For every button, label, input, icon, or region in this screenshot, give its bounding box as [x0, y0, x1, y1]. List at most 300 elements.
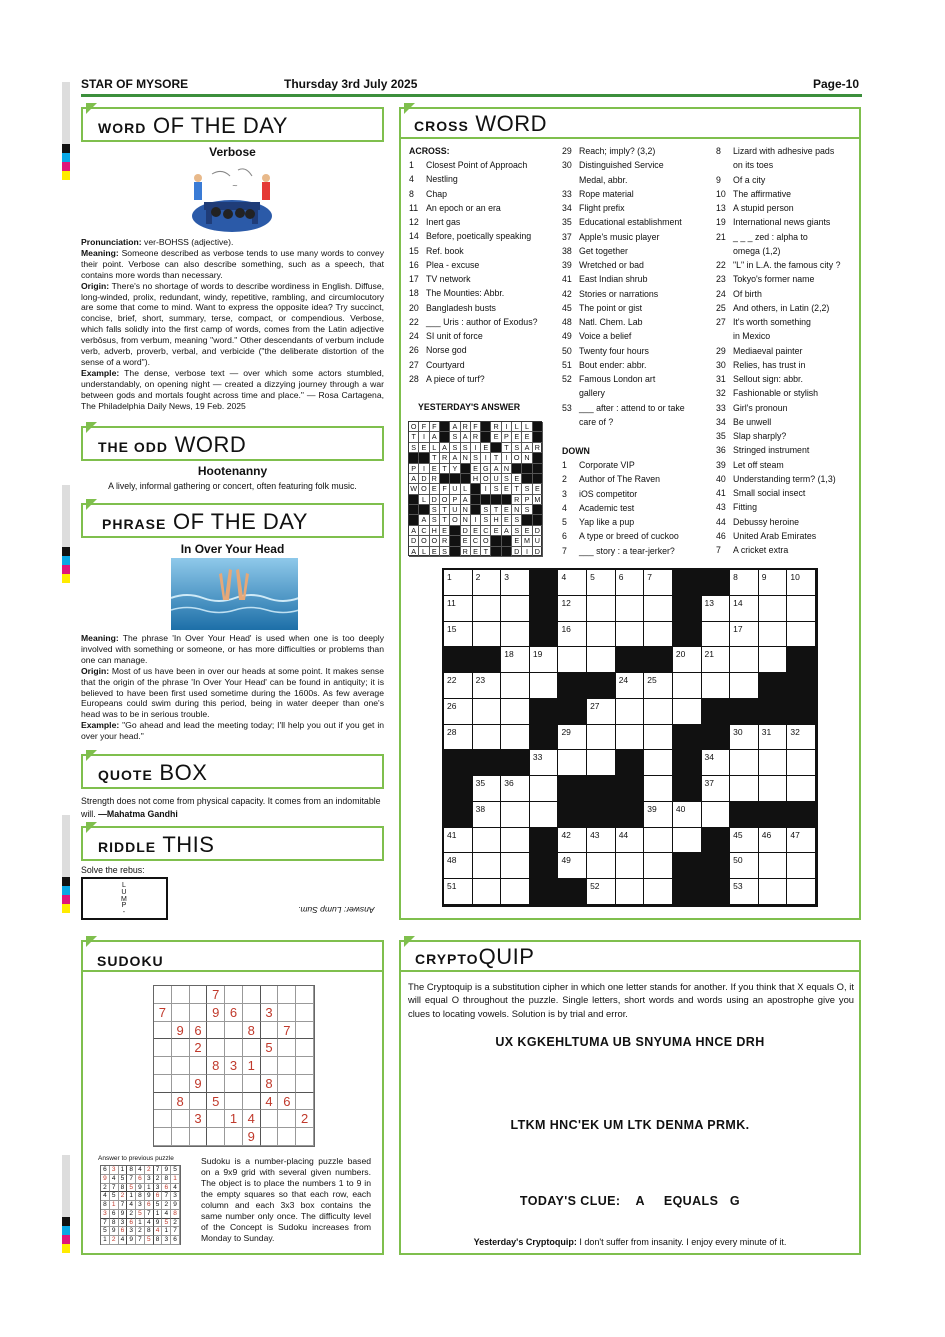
crossword-cell[interactable]	[616, 879, 645, 905]
crossword-cell[interactable]	[473, 879, 502, 905]
sudoku-cell[interactable]: 2	[190, 1039, 208, 1057]
crossword-cell[interactable]: 24	[616, 673, 645, 699]
yesterday-cell: U	[450, 484, 460, 494]
crossword-cell[interactable]	[473, 853, 502, 879]
crossword-cell[interactable]	[730, 776, 759, 802]
crossword-cell[interactable]: 20	[673, 647, 702, 673]
crossword-cell[interactable]: 50	[730, 853, 759, 879]
yesterday-cell: I	[419, 432, 429, 442]
sudoku-cell[interactable]	[207, 1075, 225, 1093]
sudoku-cell[interactable]: 6	[225, 1004, 243, 1022]
sudoku-cell[interactable]	[190, 986, 208, 1004]
crossword-cell[interactable]	[473, 828, 502, 854]
sudoku-cell[interactable]	[172, 1075, 190, 1093]
sudoku-answer-cell: 8	[171, 1210, 180, 1219]
sudoku-cell[interactable]	[172, 1039, 190, 1057]
crossword-cell[interactable]: 17	[730, 622, 759, 648]
crossword-cell[interactable]	[644, 879, 673, 905]
crossword-cell[interactable]	[616, 699, 645, 725]
sudoku-answer-cell: 2	[119, 1192, 128, 1201]
meaning-text: Someone described as verbose tends to use many words to convey their point. Verbose can also describe something, such as a speech, that contains more words than necessary.	[81, 247, 384, 280]
sudoku-cell[interactable]	[154, 1093, 172, 1111]
crossword-cell[interactable]	[787, 853, 816, 879]
clue-item	[562, 358, 685, 372]
sudoku-cell[interactable]	[278, 986, 296, 1004]
sudoku-cell[interactable]	[243, 1093, 261, 1111]
phrase-origin-label: Origin:	[81, 665, 110, 676]
sudoku-cell[interactable]	[278, 1075, 296, 1093]
yesterday-cell: S	[430, 505, 440, 515]
yesterday-cell: C	[471, 536, 481, 546]
crossword-cell[interactable]	[473, 725, 502, 751]
sudoku-cell[interactable]	[154, 1075, 172, 1093]
yesterday-cell: D	[419, 474, 429, 484]
crossword-cell[interactable]: 42	[558, 828, 587, 854]
crossword-cell[interactable]	[644, 622, 673, 648]
crossword-cell[interactable]: 1	[444, 570, 473, 596]
sudoku-cell[interactable]	[225, 1128, 243, 1146]
yesterday-cell: N	[461, 453, 471, 463]
yesterday-cell: R	[491, 422, 501, 432]
crossword-black-cell	[616, 750, 645, 776]
clue-number: 46	[716, 530, 726, 541]
crossword-cell[interactable]	[616, 622, 645, 648]
crossword-cell[interactable]: 28	[444, 725, 473, 751]
crossword-cell[interactable]: 9	[759, 570, 788, 596]
sudoku-answer-cell: 5	[154, 1201, 163, 1210]
sudoku-cell[interactable]	[296, 1128, 314, 1146]
clue-item	[716, 215, 840, 229]
yesterday-cell: E	[512, 474, 522, 484]
crossword-cell[interactable]: 21	[702, 647, 731, 673]
crossword-cell[interactable]	[787, 622, 816, 648]
sudoku-cell[interactable]	[278, 1057, 296, 1075]
crossword-cell[interactable]: 35	[473, 776, 502, 802]
sudoku-cell[interactable]	[154, 1039, 172, 1057]
clue-item	[409, 244, 538, 258]
crossword-cell[interactable]: 8	[730, 570, 759, 596]
crossword-cell[interactable]	[473, 596, 502, 622]
sudoku-cell[interactable]: 9	[190, 1075, 208, 1093]
sudoku-cell[interactable]	[261, 1022, 279, 1040]
sudoku-answer-cell: 7	[127, 1175, 136, 1184]
crossword-cell[interactable]: 41	[444, 828, 473, 854]
crossword-cell[interactable]	[473, 622, 502, 648]
crossword-cell[interactable]: 46	[759, 828, 788, 854]
sudoku-cell[interactable]	[154, 1110, 172, 1128]
sudoku-cell[interactable]	[172, 1110, 190, 1128]
crossword-cell[interactable]: 47	[787, 828, 816, 854]
sudoku-cell[interactable]	[296, 1004, 314, 1022]
clue-text: _ _ _ zed : alpha to	[733, 231, 808, 242]
yesterday-cell: E	[522, 526, 532, 536]
yesterday-cell: O	[430, 536, 440, 546]
sudoku-cell[interactable]	[278, 1110, 296, 1128]
sudoku-cell[interactable]	[261, 1128, 279, 1146]
sudoku-cell[interactable]: 8	[172, 1093, 190, 1111]
crossword-cell[interactable]: 30	[730, 725, 759, 751]
clue-text: Before, poetically speaking	[426, 231, 532, 242]
phrase-text: In Over Your Head	[180, 542, 285, 556]
yesterday-cell	[450, 547, 460, 557]
sudoku-cell[interactable]: 3	[261, 1004, 279, 1022]
crossword-cell[interactable]	[501, 699, 530, 725]
sudoku-cell[interactable]	[225, 1022, 243, 1040]
sudoku-answer-cell: 4	[119, 1236, 128, 1245]
sudoku-cell[interactable]	[190, 1057, 208, 1075]
sudoku-cell[interactable]: 5	[261, 1039, 279, 1057]
sudoku-cell[interactable]	[190, 1093, 208, 1111]
sudoku-cell[interactable]	[154, 1022, 172, 1040]
sudoku-cell[interactable]: 4	[261, 1093, 279, 1111]
yesterday-cell: M	[522, 536, 532, 546]
crossword-cell[interactable]	[787, 750, 816, 776]
crossword-black-cell	[730, 802, 759, 828]
word-of-day-text	[81, 237, 384, 412]
crossword-cell[interactable]	[501, 828, 530, 854]
clue-item	[409, 301, 538, 315]
crossword-cell[interactable]	[616, 853, 645, 879]
crossword-cell[interactable]: 14	[730, 596, 759, 622]
sudoku-cell[interactable]	[225, 1093, 243, 1111]
crossword-cell[interactable]: 31	[759, 725, 788, 751]
sudoku-cell[interactable]: 9	[207, 1004, 225, 1022]
yesterday-cell: I	[481, 484, 491, 494]
sudoku-cell[interactable]: 8	[243, 1022, 261, 1040]
sudoku-cell[interactable]	[225, 986, 243, 1004]
crossword-cell[interactable]	[501, 879, 530, 905]
crossword-cell[interactable]	[587, 596, 616, 622]
crossword-cell[interactable]: 16	[558, 622, 587, 648]
crossword-cell[interactable]: 33	[530, 750, 559, 776]
sudoku-answer-cell: 7	[145, 1210, 154, 1219]
crossword-cell[interactable]: 44	[616, 828, 645, 854]
crossword-cell[interactable]	[759, 879, 788, 905]
yesterday-cell: E	[430, 484, 440, 494]
sudoku-cell[interactable]	[243, 986, 261, 1004]
crossword-cell[interactable]	[644, 776, 673, 802]
crossword-cell[interactable]	[730, 647, 759, 673]
clue-number: 32	[716, 388, 726, 399]
crossword-cell[interactable]	[587, 647, 616, 673]
sudoku-answer-cell: 9	[145, 1192, 154, 1201]
clue-text: Of birth	[733, 288, 762, 299]
sudoku-cell[interactable]: 6	[278, 1093, 296, 1111]
sudoku-cell[interactable]	[278, 1039, 296, 1057]
crossword-cell[interactable]	[587, 853, 616, 879]
crossword-black-cell	[702, 699, 731, 725]
crossword-cell[interactable]	[644, 828, 673, 854]
sudoku-cell[interactable]	[296, 1022, 314, 1040]
yesterday-cell: O	[409, 422, 419, 432]
sudoku-answer-cell: 4	[171, 1184, 180, 1193]
sudoku-cell[interactable]	[243, 1075, 261, 1093]
sudoku-cell[interactable]: 5	[207, 1093, 225, 1111]
crossword-cell[interactable]	[673, 828, 702, 854]
sudoku-cell[interactable]	[261, 1057, 279, 1075]
yesterday-cell: S	[481, 505, 491, 515]
sudoku-cell[interactable]: 8	[261, 1075, 279, 1093]
sudoku-answer-cell: 7	[136, 1236, 145, 1245]
sudoku-cell[interactable]: 3	[190, 1110, 208, 1128]
crossword-cell[interactable]	[501, 622, 530, 648]
crossword-cell[interactable]: 18	[501, 647, 530, 673]
corner-tab-icon	[86, 422, 97, 433]
sudoku-cell[interactable]: 4	[243, 1110, 261, 1128]
crossword-cell[interactable]	[787, 776, 816, 802]
crossword-cell[interactable]	[644, 596, 673, 622]
crossword-cell[interactable]: 12	[558, 596, 587, 622]
crossword-cell[interactable]: 23	[473, 673, 502, 699]
crossword-cell[interactable]	[787, 596, 816, 622]
crossword-cell[interactable]	[702, 802, 731, 828]
crossword-cell[interactable]	[587, 622, 616, 648]
crossword-cell[interactable]	[501, 853, 530, 879]
crossword-cell[interactable]: 43	[587, 828, 616, 854]
sudoku-cell[interactable]	[207, 1110, 225, 1128]
crossword-cell[interactable]	[759, 647, 788, 673]
clue-text: Educational establishment	[579, 217, 682, 228]
issue-date: Thursday 3rd July 2025	[284, 77, 418, 91]
clue-text: Understanding term? (1,3)	[733, 473, 836, 484]
crossword-cell[interactable]	[759, 750, 788, 776]
sudoku-cell[interactable]	[243, 1039, 261, 1057]
sudoku-cell[interactable]	[278, 1128, 296, 1146]
clue-item	[562, 315, 685, 329]
crossword-black-cell	[759, 802, 788, 828]
sudoku-answer-cell: 7	[119, 1201, 128, 1210]
clue-text: "L" in L.A. the famous city ?	[733, 260, 841, 270]
crossword-cell[interactable]: 10	[787, 570, 816, 596]
crossword-cell[interactable]: 26	[444, 699, 473, 725]
clue-item	[562, 230, 685, 244]
crossword-cell[interactable]	[644, 853, 673, 879]
sudoku-cell[interactable]	[225, 1039, 243, 1057]
sudoku-cell[interactable]	[190, 1004, 208, 1022]
crossword-cell[interactable]: 25	[644, 673, 673, 699]
sudoku-cell[interactable]	[154, 1128, 172, 1146]
clue-text: Let off steam	[733, 459, 784, 470]
crossword-cell[interactable]	[759, 596, 788, 622]
clue-item	[716, 187, 840, 201]
crossword-cell[interactable]: 52	[587, 879, 616, 905]
crossword-cell[interactable]: 38	[473, 802, 502, 828]
clue-number: 2	[562, 474, 567, 485]
sudoku-cell[interactable]	[172, 1128, 190, 1146]
sudoku-cell[interactable]	[207, 1128, 225, 1146]
sudoku-cell[interactable]: 9	[172, 1022, 190, 1040]
sudoku-grid[interactable]	[153, 985, 315, 1147]
crossword-cell[interactable]	[530, 802, 559, 828]
clue-text: ___ after : attend to or take	[579, 402, 685, 413]
clue-number: 42	[562, 288, 572, 299]
sudoku-cell[interactable]	[172, 986, 190, 1004]
clue-text: Of a city	[733, 174, 766, 185]
crossword-cell[interactable]: 7	[644, 570, 673, 596]
sudoku-cell[interactable]: 1	[243, 1057, 261, 1075]
clue-text: Stories or narrations	[579, 288, 659, 299]
yesterday-cell: S	[522, 505, 532, 515]
crossword-grid[interactable]	[442, 568, 818, 907]
sudoku-answer-cell: 4	[136, 1166, 145, 1175]
crossword-cell[interactable]	[759, 622, 788, 648]
crossword-title: CROSS WORD	[414, 111, 548, 136]
crossword-cell[interactable]: 34	[702, 750, 731, 776]
clue-text: It's worth something	[733, 317, 811, 327]
crossword-cell[interactable]	[673, 673, 702, 699]
sudoku-cell[interactable]: 1	[225, 1110, 243, 1128]
clue-text: SI unit of force	[426, 331, 483, 341]
crossword-cell[interactable]	[501, 673, 530, 699]
crossword-cell[interactable]: 19	[530, 647, 559, 673]
clue-text: A stupid person	[733, 203, 794, 213]
crossword-cell[interactable]: 2	[473, 570, 502, 596]
crossword-cell[interactable]: 5	[587, 570, 616, 596]
sudoku-answer-cell: 6	[101, 1166, 110, 1175]
yesterday-cell	[502, 536, 512, 546]
sudoku-cell[interactable]: 8	[207, 1057, 225, 1075]
crossword-cell[interactable]: 48	[444, 853, 473, 879]
crossword-cell[interactable]	[558, 750, 587, 776]
clue-number: 28	[409, 373, 419, 384]
sudoku-cell[interactable]	[296, 1057, 314, 1075]
crossword-cell[interactable]	[673, 699, 702, 725]
crossword-cell[interactable]: 22	[444, 673, 473, 699]
clue-text: Girl's pronoun	[733, 402, 788, 413]
crossword-cell[interactable]	[730, 673, 759, 699]
yesterday-cell	[440, 432, 450, 442]
clue-item	[409, 286, 538, 300]
crossword-cell[interactable]: 4	[558, 570, 587, 596]
crossword-cell[interactable]: 13	[702, 596, 731, 622]
sudoku-answer-cell: 2	[171, 1219, 180, 1228]
clue-text: International news giants	[733, 217, 831, 228]
crossword-cell[interactable]	[759, 776, 788, 802]
clue-text: Natl. Chem. Lab	[579, 317, 643, 327]
sudoku-cell[interactable]	[207, 1039, 225, 1057]
sudoku-cell[interactable]	[172, 1057, 190, 1075]
clue-item	[716, 372, 840, 386]
sudoku-cell[interactable]	[296, 1075, 314, 1093]
crossword-cell[interactable]	[530, 776, 559, 802]
crossword-black-cell	[530, 596, 559, 622]
sudoku-cell[interactable]	[261, 1110, 279, 1128]
clue-number: 49	[562, 331, 572, 342]
sudoku-cell[interactable]	[296, 1039, 314, 1057]
crossword-cell[interactable]: 53	[730, 879, 759, 905]
sudoku-cell[interactable]: 7	[154, 1004, 172, 1022]
sudoku-cell[interactable]: 7	[207, 986, 225, 1004]
sudoku-answer-cell: 3	[127, 1227, 136, 1236]
sudoku-cell[interactable]	[190, 1128, 208, 1146]
phrase-origin: Most of us have been in over our heads at some point. It makes sense that the origin of the phrase 'In Over Your Head' can be found in antiquity; it is believed to have been first used sometime during the 1600s. As few average Europeans could swim during this period, being in water deeper than one's head was to be in serious trouble.	[81, 665, 384, 720]
sudoku-cell[interactable]: 7	[278, 1022, 296, 1040]
crossword-cell[interactable]: 11	[444, 596, 473, 622]
crossword-cell[interactable]: 37	[702, 776, 731, 802]
yesterday-cell: E	[471, 547, 481, 557]
crossword-cell[interactable]	[759, 853, 788, 879]
crossword-cell[interactable]: 15	[444, 622, 473, 648]
crossword-cell[interactable]: 45	[730, 828, 759, 854]
riddle-answer: Answer: Lump Sum.	[298, 905, 375, 915]
clue-number: 6	[562, 531, 567, 542]
crossword-black-cell	[530, 725, 559, 751]
sudoku-cell[interactable]: 9	[243, 1128, 261, 1146]
clue-item	[409, 158, 538, 172]
sudoku-cell[interactable]: 6	[190, 1022, 208, 1040]
sudoku-cell[interactable]	[296, 986, 314, 1004]
sudoku-cell[interactable]: 2	[296, 1110, 314, 1128]
sudoku-cell[interactable]	[296, 1093, 314, 1111]
sudoku-cell[interactable]	[172, 1004, 190, 1022]
crossword-cell[interactable]: 27	[587, 699, 616, 725]
crossword-cell[interactable]	[644, 750, 673, 776]
crossword-cell[interactable]: 36	[501, 776, 530, 802]
crossword-cell[interactable]	[616, 725, 645, 751]
crossword-cell[interactable]	[702, 622, 731, 648]
sudoku-answer-cell: 9	[162, 1166, 171, 1175]
sudoku-answer-cell: 5	[127, 1184, 136, 1193]
sudoku-cell[interactable]: 3	[225, 1057, 243, 1075]
crossword-cell[interactable]	[587, 750, 616, 776]
yesterday-cell: R	[533, 443, 543, 453]
sudoku-cell[interactable]	[261, 986, 279, 1004]
crossword-cell[interactable]: 6	[616, 570, 645, 596]
sudoku-cell[interactable]	[278, 1004, 296, 1022]
crossword-cell[interactable]: 32	[787, 725, 816, 751]
yesterday-cell: U	[491, 474, 501, 484]
yesterday-cell: T	[430, 453, 440, 463]
clue-item	[716, 258, 840, 272]
crossword-cell[interactable]	[587, 725, 616, 751]
crossword-cell[interactable]: 51	[444, 879, 473, 905]
crossword-cell[interactable]	[702, 673, 731, 699]
sudoku-cell[interactable]	[154, 986, 172, 1004]
crossword-cell[interactable]: 49	[558, 853, 587, 879]
clue-number: 7	[562, 545, 567, 556]
crossword-cell[interactable]	[787, 879, 816, 905]
clue-item	[716, 515, 840, 529]
crossword-cell[interactable]	[730, 750, 759, 776]
crossword-cell[interactable]	[616, 596, 645, 622]
crossword-cell[interactable]: 39	[644, 802, 673, 828]
sudoku-answer-cell: 7	[101, 1219, 110, 1228]
crossword-cell[interactable]	[644, 699, 673, 725]
sudoku-cell[interactable]	[207, 1022, 225, 1040]
crossword-cell[interactable]	[501, 802, 530, 828]
crossword-black-cell	[616, 802, 645, 828]
crossword-cell[interactable]: 3	[501, 570, 530, 596]
crossword-cell[interactable]	[558, 647, 587, 673]
crossword-cell[interactable]	[501, 596, 530, 622]
yesterday-cell: E	[502, 515, 512, 525]
sudoku-cell[interactable]	[225, 1075, 243, 1093]
crossword-cell[interactable]: 29	[558, 725, 587, 751]
crossword-cell[interactable]	[501, 725, 530, 751]
clue-number: 11	[409, 202, 419, 213]
crossword-cell[interactable]	[473, 699, 502, 725]
crossword-cell[interactable]	[530, 673, 559, 699]
word-of-day-word: Verbose	[209, 145, 256, 159]
sudoku-cell[interactable]	[243, 1004, 261, 1022]
crossword-cell[interactable]	[644, 725, 673, 751]
crossword-cell[interactable]: 40	[673, 802, 702, 828]
yesterday-cell: D	[533, 526, 543, 536]
yesterday-cell: E	[512, 536, 522, 546]
sudoku-cell[interactable]	[154, 1057, 172, 1075]
clue-item	[716, 486, 840, 500]
yesterday-cell: S	[512, 443, 522, 453]
